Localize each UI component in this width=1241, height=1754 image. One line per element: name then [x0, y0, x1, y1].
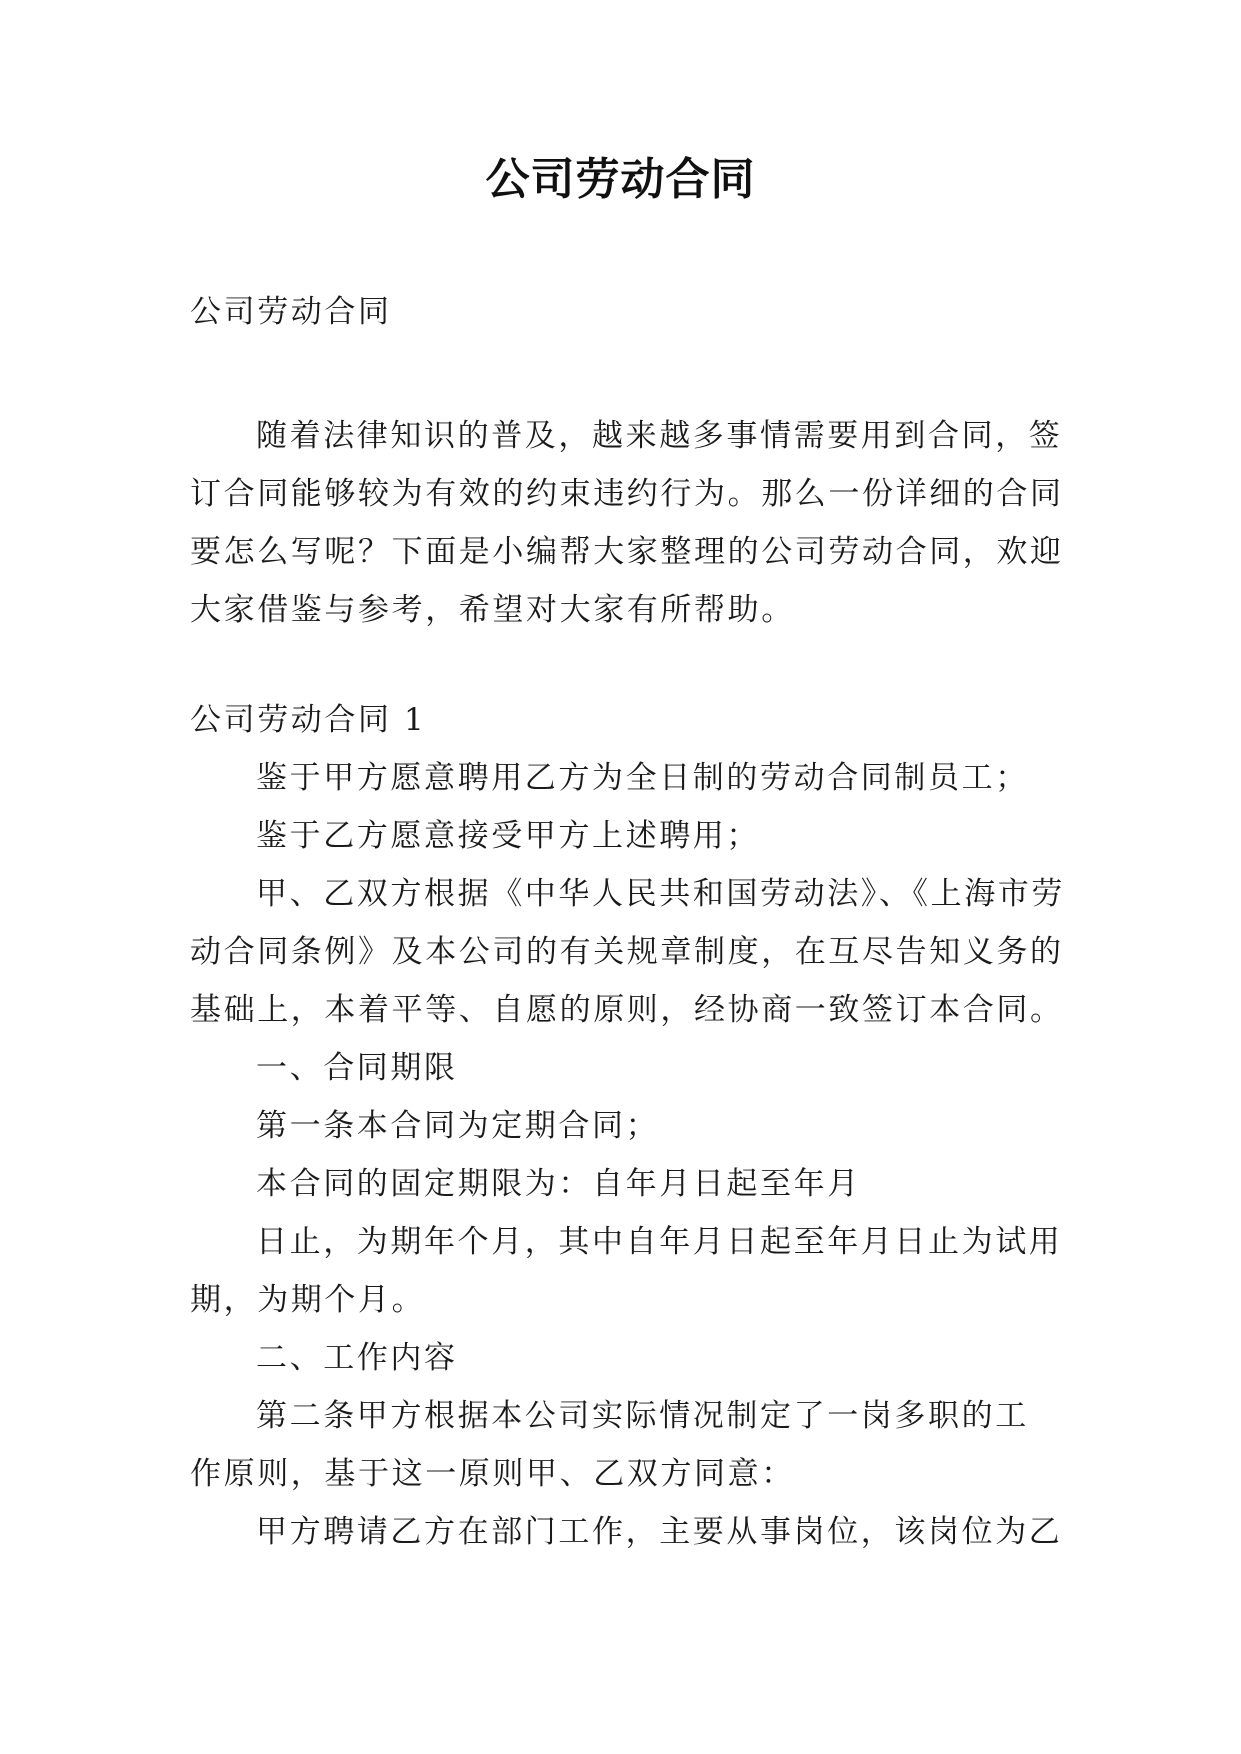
body-line: 日止，为期年个月，其中自年月日起至年月日止为试用: [256, 1224, 1063, 1260]
body-line: 作原则，基于这一原则甲、乙双方同意：: [190, 1456, 795, 1492]
body-line: 本合同的固定期限为：自年月日起至年月: [256, 1166, 861, 1202]
body-line: 鉴于乙方愿意接受甲方上述聘用；: [256, 818, 760, 854]
clause-heading: 一、合同期限: [256, 1050, 458, 1086]
intro-line: 大家借鉴与参考，希望对大家有所帮助。: [190, 592, 795, 628]
intro-line: 要怎么写呢？下面是小编帮大家整理的公司劳动合同，欢迎: [190, 534, 1064, 570]
body-line: 第二条甲方根据本公司实际情况制定了一岗多职的工: [256, 1398, 1029, 1434]
clause-heading: 二、工作内容: [256, 1340, 458, 1376]
body-line: 期，为期个月。: [190, 1282, 426, 1318]
body-line: 第一条本合同为定期合同；: [256, 1108, 660, 1144]
body-line: 鉴于甲方愿意聘用乙方为全日制的劳动合同制员工；: [256, 760, 1029, 796]
section-heading: 公司劳动合同 1: [190, 702, 427, 738]
document-subtitle: 公司劳动合同: [190, 294, 392, 330]
body-line: 基础上，本着平等、自愿的原则，经协商一致签订本合同。: [190, 992, 1064, 1028]
intro-line: 随着法律知识的普及，越来越多事情需要用到合同，签: [256, 418, 1063, 454]
body-line: 动合同条例》及本公司的有关规章制度，在互尽告知义务的: [190, 934, 1064, 970]
body-line: 甲、乙双方根据《中华人民共和国劳动法》、《上海市劳: [256, 876, 1065, 912]
document-title: 公司劳动合同: [485, 154, 756, 205]
intro-line: 订合同能够较为有效的约束违约行为。那么一份详细的合同: [190, 476, 1064, 512]
body-line: 甲方聘请乙方在部门工作，主要从事岗位，该岗位为乙: [256, 1514, 1063, 1550]
